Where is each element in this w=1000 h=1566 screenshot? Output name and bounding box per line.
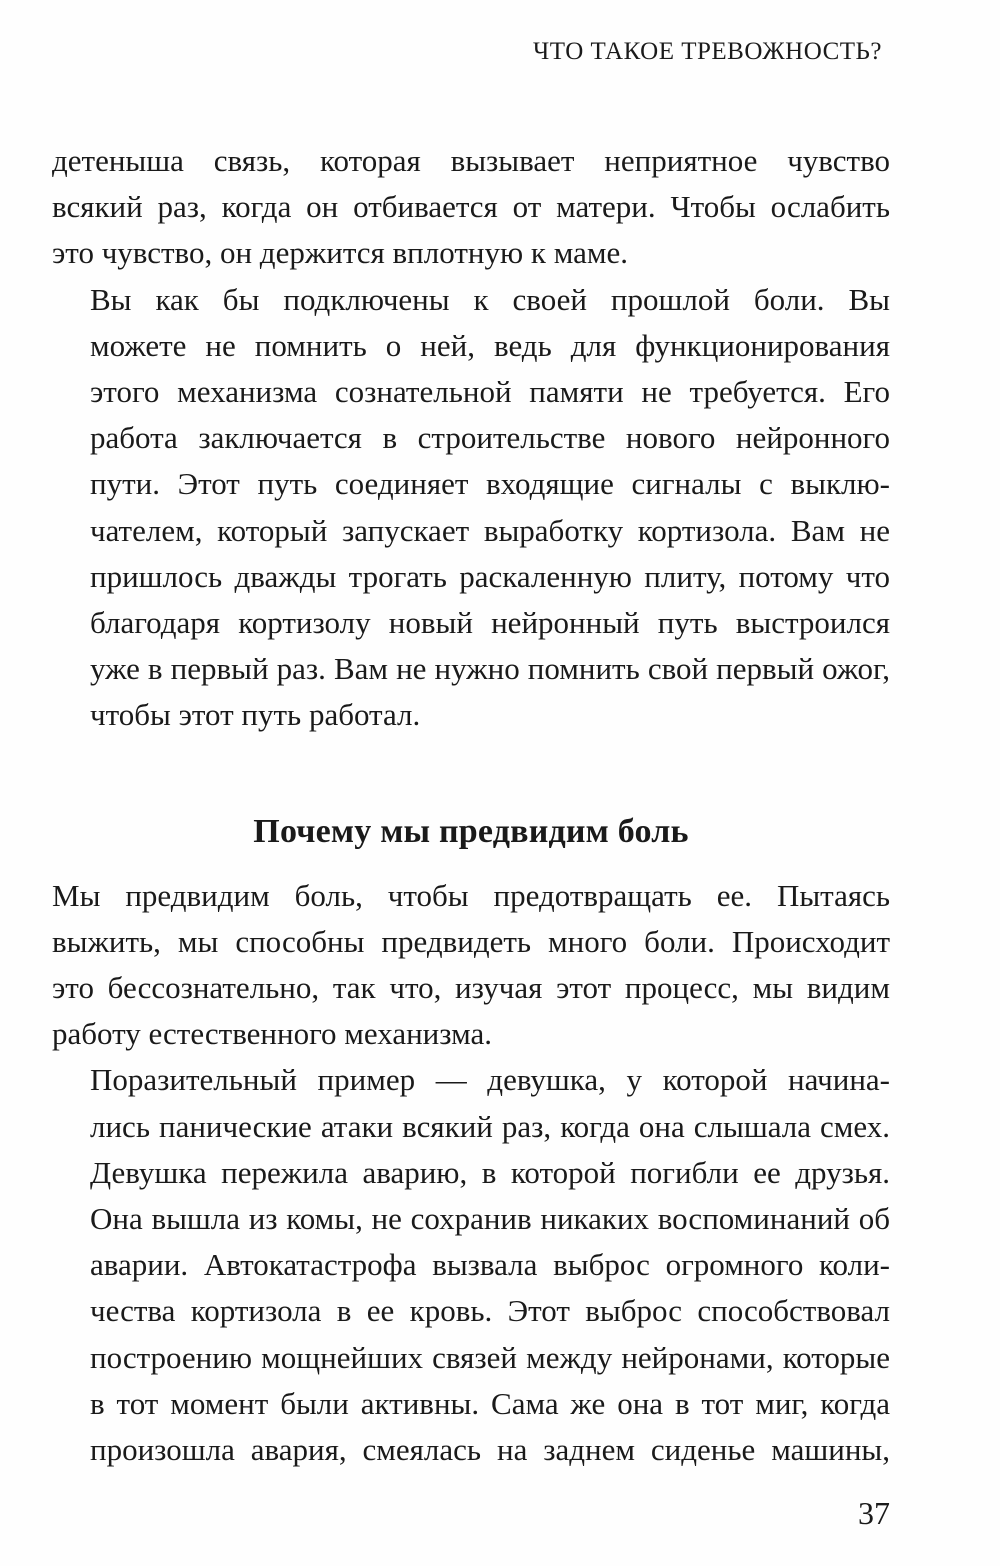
bottom-paragraphs [52,873,890,1474]
text-line: пришлось дважды трогать раскаленную плиту, потому что [90,558,890,594]
section-title: Почему мы предвидим боль [253,812,689,850]
top-paragraphs [52,138,890,739]
text-line: это чувство, он держится вплотную к маме. [52,235,628,271]
text-line: работа заключается в строительстве нового нейронного [90,420,890,456]
text-line: детеныша связь, которая вызывает неприятное чувство [52,143,890,178]
text-line: лись панические атаки всякий раз, когда она слышала смех. [90,1108,890,1144]
text-line: Поразительный пример — девушка, у которой начина- [90,1062,890,1098]
paragraph [52,873,890,1058]
text-line: работу естественного механизма. [52,1016,492,1052]
text-line: это бессознательно, так что, изучая этот процесс, мы видим [52,970,890,1006]
text-line: пути. Этот путь соединяет входящие сигналы с выклю- [90,466,890,502]
text-line: выжить, мы способны предвидеть много боли. Происходит [52,923,890,959]
text-line: чества кортизола в ее кровь. Этот выброс способствовал [90,1293,890,1329]
paragraph [52,277,890,739]
text-line: чтобы этот путь работал. [90,697,421,733]
paragraph [52,138,890,277]
text-line: Она вышла из комы, не сохранив никаких воспоминаний об [90,1201,890,1237]
text-line: всякий раз, когда он отбивается от матери. Чтобы ослабить [52,189,890,225]
text-line: чателем, который запускает выработку кортизола. Вам не [90,512,890,548]
text-line: построению мощнейших связей между нейронами, которые [90,1339,890,1375]
page-number: 37 [858,1495,890,1531]
page-body [52,138,890,1473]
text-line: уже в первый раз. Вам не нужно помнить свой первый ожог, [90,651,890,687]
text-line: произошла авария, смеялась на заднем сиденье машины, [90,1432,890,1468]
running-head: ЧТО ТАКОЕ ТРЕВОЖНОСТЬ? [533,38,882,65]
paragraph [52,1057,890,1473]
text-line: аварии. Автокатастрофа вызвала выброс огромного коли- [90,1247,890,1283]
text-line: благодаря кортизолу новый нейронный путь выстроился [90,605,890,641]
text-line: Мы предвидим боль, чтобы предотвращать ее. Пытаясь [52,877,890,913]
text-line: Девушка пережила аварию, в которой погибли ее друзья. [90,1154,890,1190]
text-line: в тот момент были активны. Сама же она в тот миг, когда [90,1385,890,1421]
text-line: Вы как бы подключены к своей прошлой боли. Вы [90,281,890,317]
text-line: можете не помнить о ней, ведь для функционирования [90,327,890,363]
text-line: этого механизма сознательной памяти не требуется. Его [90,374,890,410]
